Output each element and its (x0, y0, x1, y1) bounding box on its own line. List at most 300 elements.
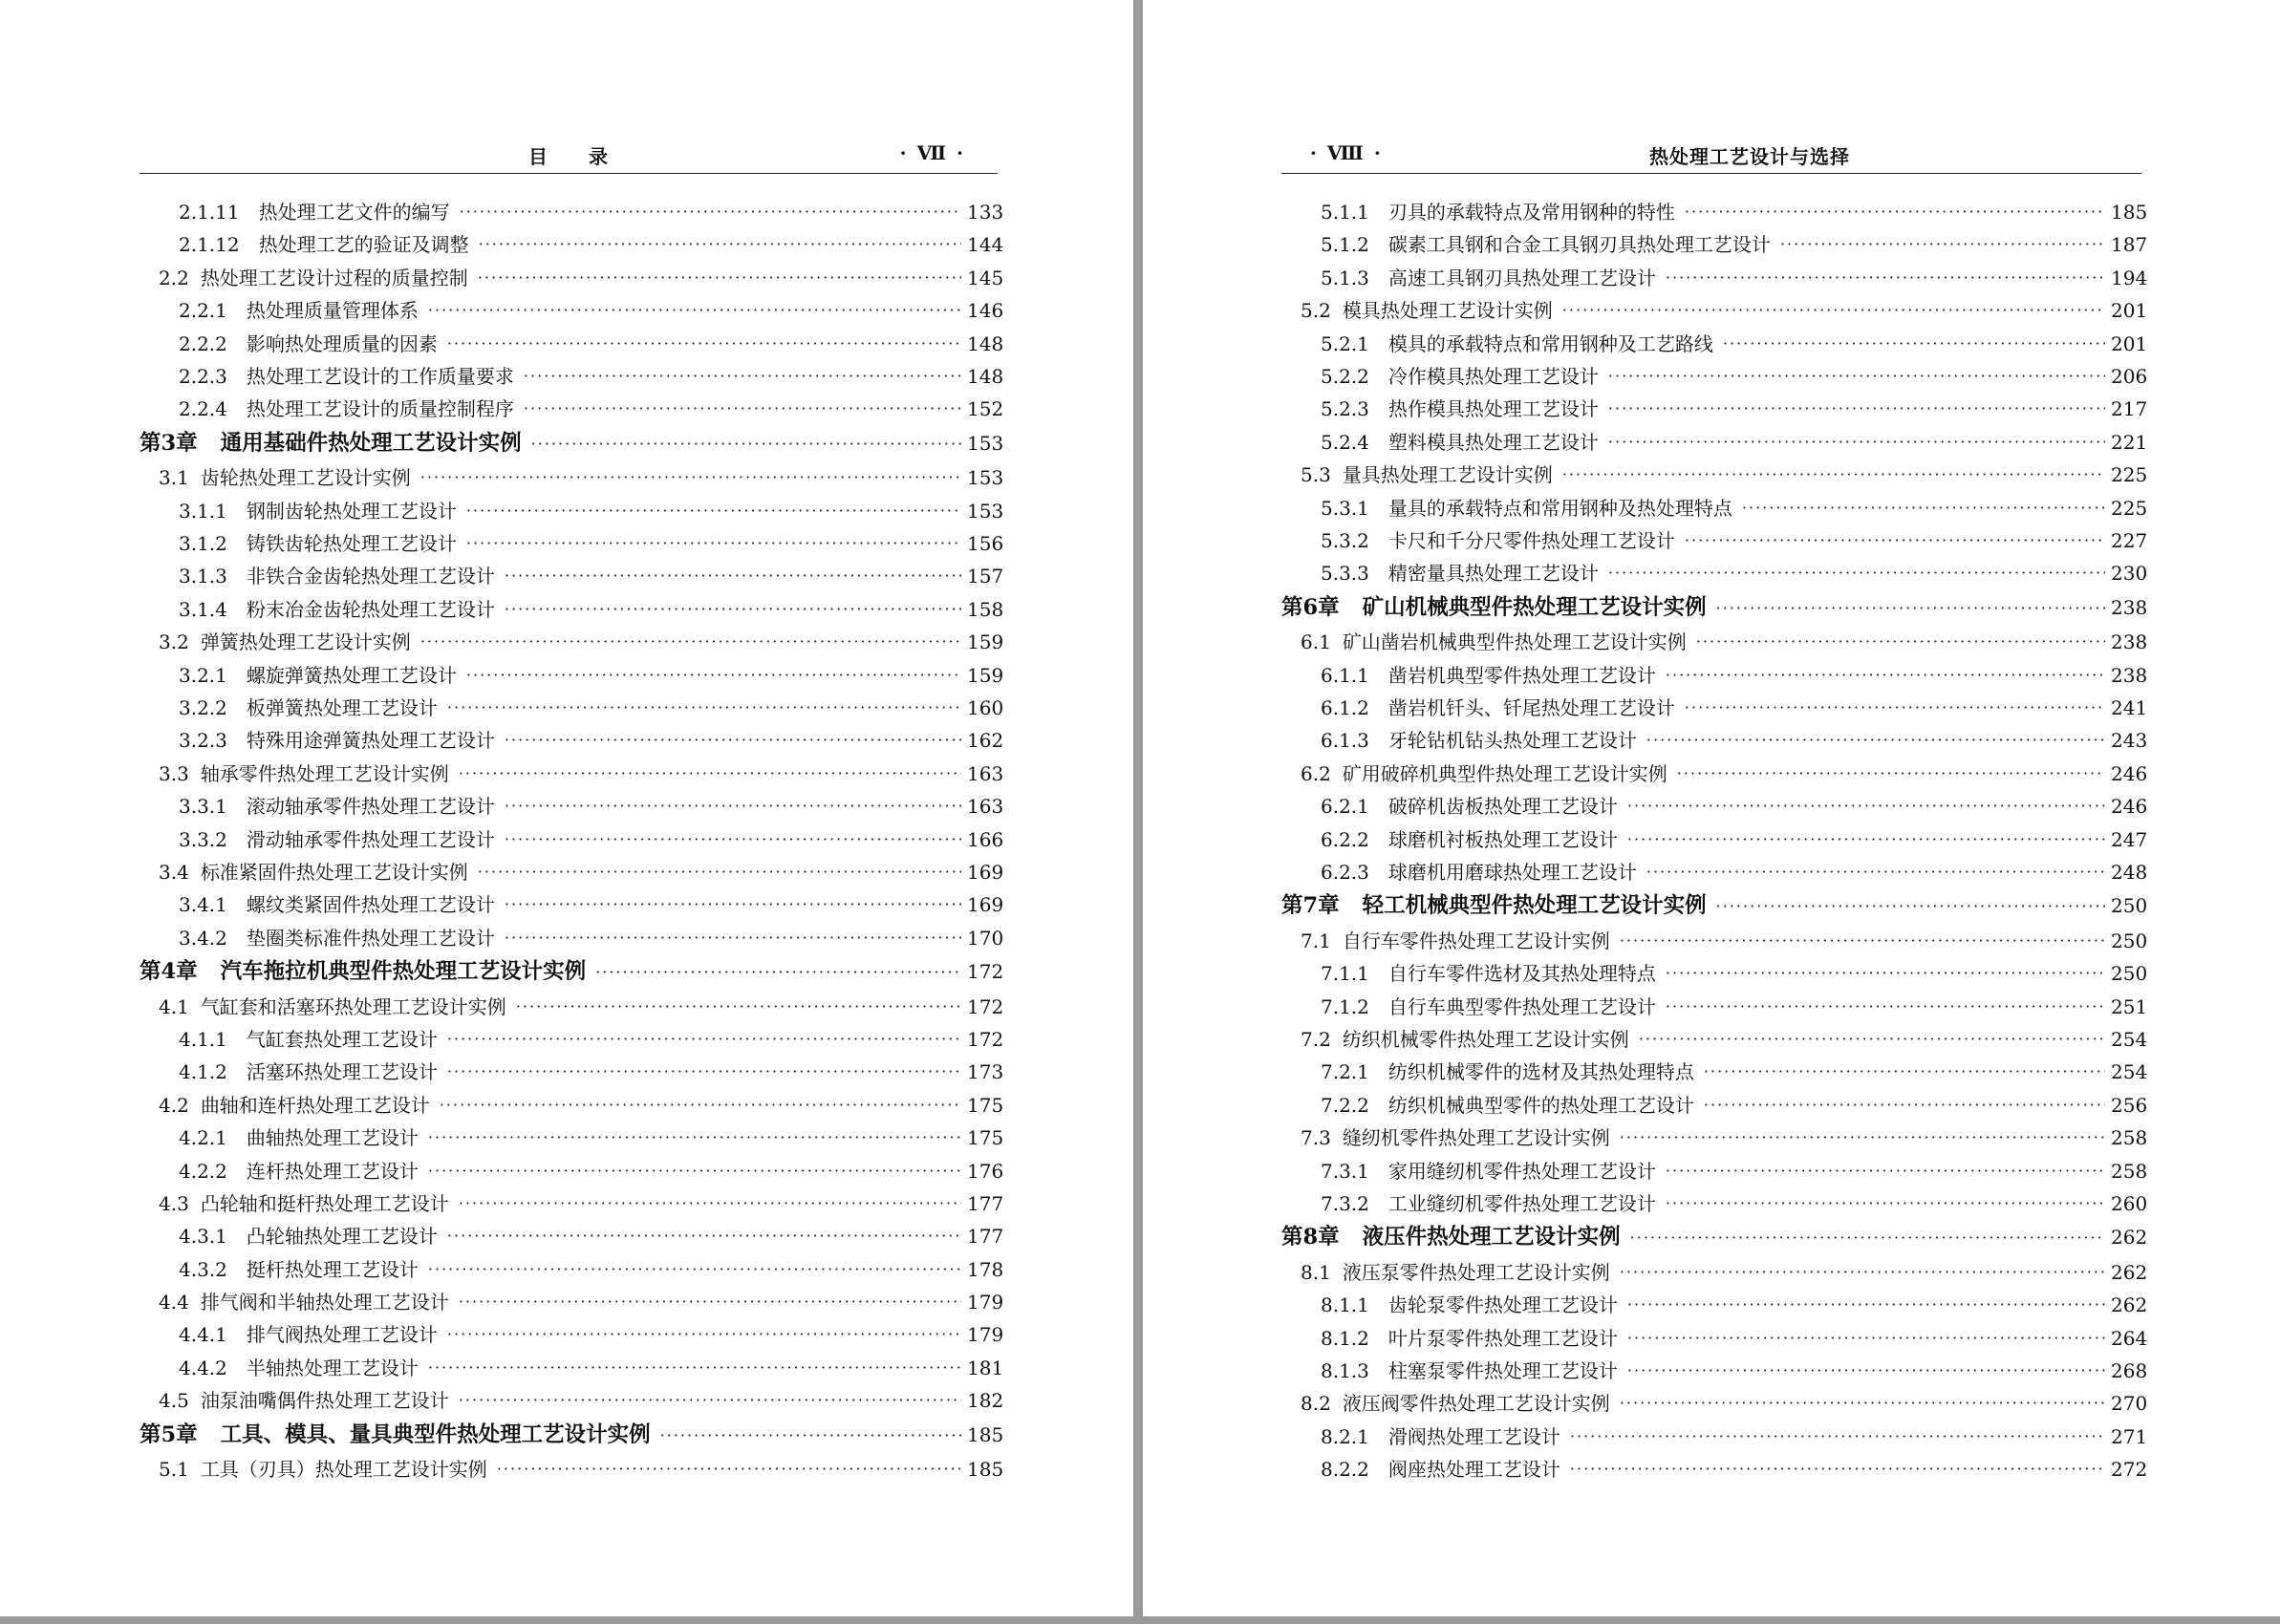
toc-entry-title: 特殊用途弹簧热处理工艺设计 (246, 729, 495, 753)
toc-entry-number: 5.3.2 (1321, 528, 1369, 552)
toc-entry-number: 3.1.3 (179, 565, 227, 588)
dot-leader (447, 328, 961, 360)
toc-entry-title: 热处理工艺的验证及调整 (258, 233, 469, 257)
toc-entry-title: 柱塞泵零件热处理工艺设计 (1387, 1358, 1618, 1382)
toc-entry-title: 热处理工艺文件的编写 (258, 200, 450, 224)
toc-entry-section (1281, 1122, 2148, 1154)
dot-leader (505, 593, 961, 626)
toc-entry-number: 4.4.2 (179, 1356, 227, 1379)
toc-entry-number: 4.4 (159, 1291, 189, 1314)
toc-entry-title: 热作模具热处理工艺设计 (1387, 397, 1599, 421)
toc-entry-number: 6.1 (1301, 630, 1331, 654)
toc-entry-page: 268 (2111, 1358, 2148, 1382)
toc-entry-page: 146 (967, 299, 1004, 323)
toc-entry-page: 201 (2111, 299, 2148, 323)
toc-entry-number: 3.3 (159, 761, 189, 785)
toc-entry-number: 6.1.3 (1321, 729, 1369, 753)
toc-entry-number: 5.3.3 (1321, 562, 1369, 586)
toc-entry-section (1281, 925, 2148, 957)
toc-entry-number: 5.2 (1301, 299, 1331, 323)
toc-entry-section (1281, 626, 2148, 658)
toc-entry-sub (1281, 957, 2148, 990)
toc-entry-number: 第8章 (1281, 1225, 1340, 1250)
dot-leader (466, 527, 961, 560)
toc-entry-number: 4.1.1 (179, 1027, 227, 1051)
toc-entry-page: 254 (2111, 1060, 2148, 1084)
dot-leader (420, 461, 961, 494)
dot-leader (1646, 856, 2105, 888)
toc-entry-sub (1281, 426, 2148, 459)
toc-entry-title: 工具、模具、量具典型件热处理工艺设计实例 (220, 1421, 651, 1447)
toc-entry-page: 221 (2111, 430, 2148, 454)
toc-entry-page: 187 (2111, 233, 2148, 257)
toc-entry-number: 5.1.3 (1321, 266, 1369, 289)
toc-entry-title: 量具的承载特点和常用钢种及热处理特点 (1387, 496, 1732, 520)
toc-entry-number: 3.2.1 (179, 663, 227, 687)
toc-entry-number: 2.2.2 (179, 331, 227, 355)
toc-entry-section (1281, 294, 2148, 327)
toc-entry-title: 刃具的承载特点及常用钢种的特性 (1387, 200, 1675, 224)
toc-entry-sub (140, 659, 1004, 692)
toc-entry-page: 179 (967, 1291, 1004, 1314)
toc-entry-title: 矿山机械典型件热处理工艺设计实例 (1362, 594, 1707, 620)
toc-entry-sub (140, 1056, 1004, 1088)
toc-entry-page: 179 (967, 1323, 1004, 1347)
dot-leader (1620, 1256, 2105, 1289)
toc-entry-number: 5.3.1 (1321, 496, 1369, 520)
toc-entry-page: 241 (2111, 695, 2148, 719)
toc-entry-number: 6.1.1 (1321, 663, 1369, 687)
dot-leader (1666, 1187, 2105, 1220)
toc-entry-title: 螺纹类紧固件热处理工艺设计 (246, 893, 495, 917)
toc-entry-sub (140, 593, 1004, 626)
dot-leader (478, 856, 961, 888)
toc-entry-section (140, 626, 1004, 658)
toc-entry-sub (1281, 328, 2148, 360)
dot-leader (1570, 1453, 2105, 1485)
toc-entry-number: 3.3.1 (179, 795, 227, 819)
toc-entry-page: 156 (967, 532, 1004, 555)
dot-leader (1780, 228, 2105, 261)
toc-entry-title: 叶片泵零件热处理工艺设计 (1387, 1326, 1618, 1350)
toc-entry-sub (1281, 991, 2148, 1023)
toc-entry-sub (140, 922, 1004, 954)
toc-entry-title: 铸铁齿轮热处理工艺设计 (246, 532, 457, 555)
toc-entry-page: 144 (967, 233, 1004, 257)
toc-entry-title: 凿岩机钎头、钎尾热处理工艺设计 (1387, 695, 1675, 719)
dot-leader (1677, 758, 2105, 790)
toc-entry-number: 5.3 (1301, 463, 1331, 487)
toc-entry-section (1281, 1023, 2148, 1056)
toc-entry-page: 238 (2111, 595, 2148, 619)
toc-entry-title: 破碎机齿板热处理工艺设计 (1387, 795, 1618, 819)
toc-entry-page: 250 (2111, 929, 2148, 952)
toc-entry-number: 3.4.2 (179, 926, 227, 950)
toc-entry-title: 滑阀热处理工艺设计 (1387, 1424, 1560, 1448)
toc-entry-title: 凿岩机典型零件热处理工艺设计 (1387, 663, 1656, 687)
toc-entry-number: 3.2 (159, 630, 189, 654)
toc-entry-number: 第3章 (140, 430, 198, 456)
toc-entry-title: 模具热处理工艺设计实例 (1342, 299, 1553, 323)
toc-entry-page: 163 (967, 795, 1004, 819)
dot-leader (1666, 659, 2105, 692)
toc-entry-title: 自行车零件选材及其热处理特点 (1387, 962, 1656, 986)
toc-entry-page: 177 (967, 1191, 1004, 1215)
dot-leader (505, 922, 961, 954)
toc-entry-number: 7.2 (1301, 1027, 1331, 1051)
toc-entry-number: 7.1.2 (1321, 994, 1369, 1018)
toc-entry-page: 177 (967, 1225, 1004, 1249)
toc-entry-number: 7.3.1 (1321, 1159, 1369, 1183)
toc-entry-page: 256 (2111, 1093, 2148, 1117)
toc-entry-sub (1281, 659, 2148, 692)
toc-entry-sub (140, 560, 1004, 592)
toc-entry-page: 230 (2111, 562, 2148, 586)
toc-entry-sub (1281, 524, 2148, 557)
toc-entry-number: 5.2.2 (1321, 364, 1369, 388)
dot-leader (1562, 294, 2105, 327)
toc-entry-page: 248 (2111, 860, 2148, 884)
dot-leader (420, 626, 961, 658)
toc-entry-page: 166 (967, 827, 1004, 851)
dot-leader (505, 790, 961, 823)
toc-entry-page: 163 (967, 761, 1004, 785)
toc-entry-sub (1281, 724, 2148, 757)
toc-entry-page: 175 (967, 1126, 1004, 1150)
dot-leader (447, 1056, 961, 1088)
toc-entry-sub (1281, 1322, 2148, 1355)
toc-entry-page: 153 (967, 466, 1004, 490)
dot-leader (1570, 1421, 2105, 1453)
toc-entry-section (140, 1187, 1004, 1220)
toc-entry-chapter (140, 1418, 1004, 1454)
toc-entry-title: 牙轮钻机钻头热处理工艺设计 (1387, 729, 1637, 753)
dot-leader (466, 659, 961, 692)
toc-entry-chapter (140, 954, 1004, 991)
toc-entry-number: 7.2.2 (1321, 1093, 1369, 1117)
toc-entry-sub (1281, 360, 2148, 393)
dot-leader (505, 724, 961, 757)
toc-entry-title: 塑料模具热处理工艺设计 (1387, 430, 1599, 454)
toc-entry-sub (1281, 1056, 2148, 1088)
toc-entry-page: 157 (967, 565, 1004, 588)
toc-entry-page: 148 (967, 331, 1004, 355)
toc-entry-title: 气缸套热处理工艺设计 (246, 1027, 438, 1051)
toc-entry-number: 第6章 (1281, 594, 1340, 620)
dot-leader (1685, 196, 2105, 228)
toc-entry-title: 汽车拖拉机典型件热处理工艺设计实例 (220, 959, 587, 985)
toc-entry-title: 模具的承载特点和常用钢种及工艺路线 (1387, 331, 1713, 355)
toc-entry-sub (140, 1352, 1004, 1384)
toc-entry-page: 153 (967, 499, 1004, 523)
toc-entry-sub (140, 724, 1004, 757)
right-page (1143, 0, 2280, 1616)
toc-entry-page: 145 (967, 266, 1004, 289)
toc-entry-page: 250 (2111, 894, 2148, 918)
toc-entry-page: 182 (967, 1389, 1004, 1413)
toc-entry-page: 217 (2111, 397, 2148, 421)
toc-entry-title: 螺旋弹簧热处理工艺设计 (246, 663, 457, 687)
toc-entry-sub (140, 823, 1004, 856)
toc-entry-section (140, 856, 1004, 888)
toc-entry-number: 5.2.4 (1321, 430, 1369, 454)
dot-leader (1627, 1322, 2105, 1355)
toc-entry-title: 轴承零件热处理工艺设计实例 (200, 761, 449, 785)
toc-entry-page: 225 (2111, 463, 2148, 487)
toc-entry-sub (1281, 823, 2148, 856)
toc-entry-number: 2.2.1 (179, 299, 227, 323)
dot-leader (478, 262, 961, 294)
toc-entry-section (140, 758, 1004, 790)
toc-entry-title: 工具（刃具）热处理工艺设计实例 (200, 1458, 487, 1482)
toc-entry-page: 181 (967, 1356, 1004, 1379)
toc-entry-page: 175 (967, 1093, 1004, 1117)
toc-entry-page: 227 (2111, 528, 2148, 552)
toc-entry-title: 板弹簧热处理工艺设计 (246, 695, 438, 719)
dot-leader (1620, 1387, 2105, 1420)
dot-leader (459, 1187, 961, 1220)
toc-entry-title: 冷作模具热处理工艺设计 (1387, 364, 1599, 388)
toc-entry-sub (1281, 1289, 2148, 1321)
toc-entry-title: 曲轴热处理工艺设计 (246, 1126, 419, 1150)
toc-entry-number: 5.1.2 (1321, 233, 1369, 257)
toc-entry-sub (140, 790, 1004, 823)
dot-leader (1723, 328, 2105, 360)
toc-entry-title: 矿用破碎机典型件热处理工艺设计实例 (1342, 761, 1667, 785)
toc-entry-number: 第7章 (1281, 893, 1340, 919)
toc-entry-number: 4.2.1 (179, 1126, 227, 1150)
dot-leader (1696, 626, 2105, 658)
toc-entry-page: 158 (967, 597, 1004, 621)
toc-entry-title: 滚动轴承零件热处理工艺设计 (246, 795, 495, 819)
toc-entry-page: 185 (967, 1458, 1004, 1482)
toc-entry-sub (140, 228, 1004, 261)
toc-entry-number: 3.1.4 (179, 597, 227, 621)
toc-entry-page: 172 (967, 960, 1004, 984)
dot-leader (1685, 692, 2105, 724)
toc-entry-chapter (1281, 888, 2148, 925)
toc-entry-title: 油泵油嘴偶件热处理工艺设计 (200, 1389, 449, 1413)
toc-entry-section (140, 461, 1004, 494)
dot-leader (440, 1089, 961, 1122)
toc-entry-title: 工业缝纫机零件热处理工艺设计 (1387, 1191, 1656, 1215)
toc-list (140, 196, 1004, 1486)
toc-entry-number: 8.2 (1301, 1392, 1331, 1416)
dot-leader (459, 1286, 961, 1318)
toc-entry-sub (140, 1253, 1004, 1286)
toc-entry-title: 热处理质量管理体系 (246, 299, 419, 323)
toc-entry-page: 159 (967, 630, 1004, 654)
toc-entry-title: 液压泵零件热处理工艺设计实例 (1342, 1260, 1610, 1284)
dot-leader (428, 1155, 961, 1187)
toc-entry-page: 238 (2111, 630, 2148, 654)
toc-entry-page: 194 (2111, 266, 2148, 289)
dot-leader (1639, 1023, 2105, 1056)
toc-entry-number: 7.2.1 (1321, 1060, 1369, 1084)
toc-entry-title: 缝纫机零件热处理工艺设计实例 (1342, 1126, 1610, 1150)
toc-entry-number: 6.1.2 (1321, 695, 1369, 719)
toc-entry-title: 非铁合金齿轮热处理工艺设计 (246, 565, 495, 588)
toc-entry-section (140, 1089, 1004, 1122)
toc-entry-title: 通用基础件热处理工艺设计实例 (220, 430, 522, 456)
toc-entry-number: 2.2.4 (179, 397, 227, 421)
toc-entry-page: 206 (2111, 364, 2148, 388)
dot-leader (497, 1453, 961, 1485)
toc-entry-number: 8.1.2 (1321, 1326, 1369, 1350)
toc-list (1281, 196, 2148, 1486)
toc-entry-number: 4.1.2 (179, 1060, 227, 1084)
dot-leader (459, 758, 961, 790)
toc-entry-page: 262 (2111, 1260, 2148, 1284)
toc-entry-title: 挺杆热处理工艺设计 (246, 1257, 419, 1281)
toc-entry-title: 标准紧固件热处理工艺设计实例 (200, 860, 468, 884)
toc-entry-page: 172 (967, 994, 1004, 1018)
toc-entry-title: 球磨机用磨球热处理工艺设计 (1387, 860, 1637, 884)
dot-leader (447, 692, 961, 724)
dot-leader (466, 495, 961, 527)
toc-entry-number: 2.1.11 (179, 200, 240, 224)
page-number: · Ⅷ · (1310, 141, 1383, 164)
toc-entry-title: 弹簧热处理工艺设计实例 (200, 630, 411, 654)
toc-entry-sub (140, 393, 1004, 425)
toc-entry-chapter (1281, 590, 2148, 627)
toc-entry-section (140, 991, 1004, 1023)
toc-entry-sub (1281, 228, 2148, 261)
toc-entry-sub (1281, 196, 2148, 228)
dot-leader (1608, 393, 2105, 425)
toc-entry-number: 8.1.1 (1321, 1293, 1369, 1317)
toc-entry-number: 7.3.2 (1321, 1191, 1369, 1215)
toc-entry-sub (140, 360, 1004, 393)
toc-entry-number: 3.2.2 (179, 695, 227, 719)
toc-entry-number: 7.1.1 (1321, 962, 1369, 986)
toc-entry-page: 254 (2111, 1027, 2148, 1051)
toc-entry-page: 260 (2111, 1191, 2148, 1215)
dot-leader (1627, 1355, 2105, 1387)
toc-entry-page: 153 (967, 431, 1004, 455)
toc-entry-title: 自行车零件热处理工艺设计实例 (1342, 929, 1610, 952)
toc-entry-number: 4.3 (159, 1191, 189, 1215)
toc-entry-title: 凸轮轴热处理工艺设计 (246, 1225, 438, 1249)
dot-leader (1666, 957, 2105, 990)
toc-entry-sub (140, 328, 1004, 360)
toc-entry-sub (1281, 492, 2148, 524)
toc-entry-title: 连杆热处理工艺设计 (246, 1159, 419, 1183)
toc-entry-title: 量具热处理工艺设计实例 (1342, 463, 1553, 487)
toc-entry-title: 矿山凿岩机械典型件热处理工艺设计实例 (1342, 630, 1687, 654)
toc-entry-page: 160 (967, 695, 1004, 719)
toc-entry-title: 粉末冶金齿轮热处理工艺设计 (246, 597, 495, 621)
toc-entry-page: 170 (967, 926, 1004, 950)
toc-entry-page: 133 (967, 200, 1004, 224)
dot-leader (1620, 1122, 2105, 1154)
page-header (140, 138, 998, 174)
toc-entry-number: 3.1.1 (179, 499, 227, 523)
toc-entry-title: 凸轮轴和挺杆热处理工艺设计 (200, 1191, 449, 1215)
toc-entry-title: 纺织机械典型零件的热处理工艺设计 (1387, 1093, 1694, 1117)
toc-entry-page: 201 (2111, 331, 2148, 355)
left-page (0, 0, 1133, 1616)
toc-entry-number: 3.3.2 (179, 827, 227, 851)
toc-entry-page: 162 (967, 729, 1004, 753)
toc-entry-number: 5.2.3 (1321, 397, 1369, 421)
toc-entry-page: 271 (2111, 1424, 2148, 1448)
toc-entry-section (140, 1453, 1004, 1485)
toc-entry-number: 4.5 (159, 1389, 189, 1413)
toc-entry-number: 8.2.1 (1321, 1424, 1369, 1448)
toc-entry-number: 4.1 (159, 994, 189, 1018)
toc-entry-page: 262 (2111, 1226, 2148, 1250)
toc-entry-page: 178 (967, 1257, 1004, 1281)
dot-leader (1666, 262, 2105, 294)
toc-entry-page: 262 (2111, 1293, 2148, 1317)
toc-entry-sub (140, 1319, 1004, 1352)
toc-entry-title: 液压阀零件热处理工艺设计实例 (1342, 1392, 1610, 1416)
toc-entry-title: 碳素工具钢和合金工具钢刃具热处理工艺设计 (1387, 233, 1771, 257)
dot-leader (531, 426, 961, 462)
toc-entry-sub (1281, 1089, 2148, 1122)
dot-leader (459, 1384, 961, 1417)
toc-entry-sub (1281, 1155, 2148, 1187)
dot-leader (1666, 1155, 2105, 1187)
dot-leader (1620, 925, 2105, 957)
toc-entry-title: 家用缝纫机零件热处理工艺设计 (1387, 1159, 1656, 1183)
toc-entry-page: 264 (2111, 1326, 2148, 1350)
toc-entry-sub (1281, 1453, 2148, 1485)
toc-entry-sub (1281, 1421, 2148, 1453)
page-header (1281, 138, 2141, 174)
toc-entry-sub (140, 1220, 1004, 1252)
toc-entry-number: 第4章 (140, 959, 198, 985)
toc-entry-title: 轻工机械典型件热处理工艺设计实例 (1362, 893, 1707, 919)
toc-entry-page: 225 (2111, 496, 2148, 520)
toc-entry-sub (1281, 856, 2148, 888)
toc-entry-sub (1281, 1187, 2148, 1220)
toc-entry-number: 2.2 (159, 266, 189, 289)
toc-entry-number: 6.2.1 (1321, 795, 1369, 819)
toc-entry-title: 卡尺和千分尺零件热处理工艺设计 (1387, 528, 1675, 552)
toc-entry-sub (1281, 790, 2148, 823)
toc-entry-page: 250 (2111, 962, 2148, 986)
dot-leader (1704, 1056, 2105, 1088)
toc-entry-page: 173 (967, 1060, 1004, 1084)
toc-entry-title: 球磨机衬板热处理工艺设计 (1387, 827, 1618, 851)
dot-leader (505, 560, 961, 592)
toc-entry-page: 270 (2111, 1392, 2148, 1416)
toc-entry-sub (140, 294, 1004, 327)
toc-entry-sub (1281, 692, 2148, 724)
toc-entry-sub (140, 888, 1004, 921)
dot-leader (1627, 790, 2105, 823)
toc-entry-title: 精密量具热处理工艺设计 (1387, 562, 1599, 586)
dot-leader (428, 1352, 961, 1384)
dot-leader (1608, 557, 2105, 589)
dot-leader (1627, 1289, 2105, 1321)
toc-entry-sub (140, 495, 1004, 527)
toc-entry-title: 排气阀热处理工艺设计 (246, 1323, 438, 1347)
toc-entry-page: 169 (967, 893, 1004, 917)
toc-entry-number: 4.3.1 (179, 1225, 227, 1249)
toc-entry-title: 活塞环热处理工艺设计 (246, 1060, 438, 1084)
toc-entry-number: 3.1.2 (179, 532, 227, 555)
toc-entry-title: 影响热处理质量的因素 (246, 331, 438, 355)
dot-leader (1666, 991, 2105, 1023)
toc-entry-page: 246 (2111, 795, 2148, 819)
toc-entry-section (140, 1384, 1004, 1417)
dot-leader (1630, 1220, 2105, 1256)
toc-entry-sub (140, 527, 1004, 560)
dot-leader (1704, 1089, 2105, 1122)
